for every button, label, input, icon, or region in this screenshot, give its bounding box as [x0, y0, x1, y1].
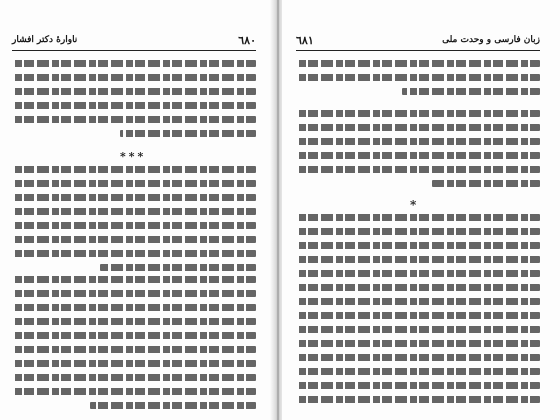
text-line — [12, 332, 256, 339]
text-line — [296, 340, 540, 347]
text-line — [296, 396, 540, 403]
text-line — [12, 360, 256, 367]
paragraph-mark: * — [410, 198, 417, 212]
text-line — [12, 318, 256, 325]
text-line — [12, 374, 256, 381]
text-line — [296, 382, 540, 389]
text-line — [296, 312, 540, 319]
text-line — [12, 74, 256, 81]
right-header-rule — [296, 50, 540, 51]
text-line — [296, 110, 540, 117]
text-line — [12, 102, 256, 109]
left-page — [0, 0, 274, 420]
text-line — [12, 276, 256, 283]
right-running-title: زبان فارسی و وحدت ملی — [442, 35, 540, 45]
text-line — [100, 264, 256, 271]
text-line — [12, 166, 256, 173]
text-line — [12, 236, 256, 243]
section-separator: *** — [120, 150, 147, 163]
text-line — [120, 130, 256, 137]
text-line — [296, 354, 540, 361]
text-line — [296, 298, 540, 305]
text-line — [296, 138, 540, 145]
text-line — [12, 388, 256, 395]
text-line — [296, 214, 540, 221]
text-line — [296, 368, 540, 375]
left-running-title: ناوارهٔ دکتر افشار — [12, 35, 78, 45]
text-line — [296, 242, 540, 249]
right-page-header — [296, 30, 540, 50]
text-line — [12, 346, 256, 353]
right-page-number: ٦٨١ — [296, 33, 314, 47]
text-line — [296, 74, 540, 81]
text-line — [402, 88, 540, 95]
text-line — [12, 208, 256, 215]
text-line — [296, 124, 540, 131]
text-line — [296, 270, 540, 277]
text-line — [296, 166, 540, 173]
text-line — [432, 180, 540, 187]
text-line — [12, 88, 256, 95]
text-line — [296, 284, 540, 291]
right-page — [282, 0, 560, 420]
text-line — [12, 290, 256, 297]
text-line — [296, 326, 540, 333]
text-line — [12, 222, 256, 229]
text-line — [12, 304, 256, 311]
text-line — [296, 152, 540, 159]
left-header-rule — [12, 50, 256, 51]
text-line — [296, 60, 540, 67]
text-line — [12, 194, 256, 201]
text-line — [12, 60, 256, 67]
text-line — [296, 228, 540, 235]
text-line — [12, 116, 256, 123]
text-line — [296, 256, 540, 263]
left-page-header — [12, 30, 256, 50]
text-line — [12, 250, 256, 257]
text-line — [90, 402, 256, 409]
left-page-number: ٦٨٠ — [238, 33, 256, 47]
text-line — [12, 180, 256, 187]
